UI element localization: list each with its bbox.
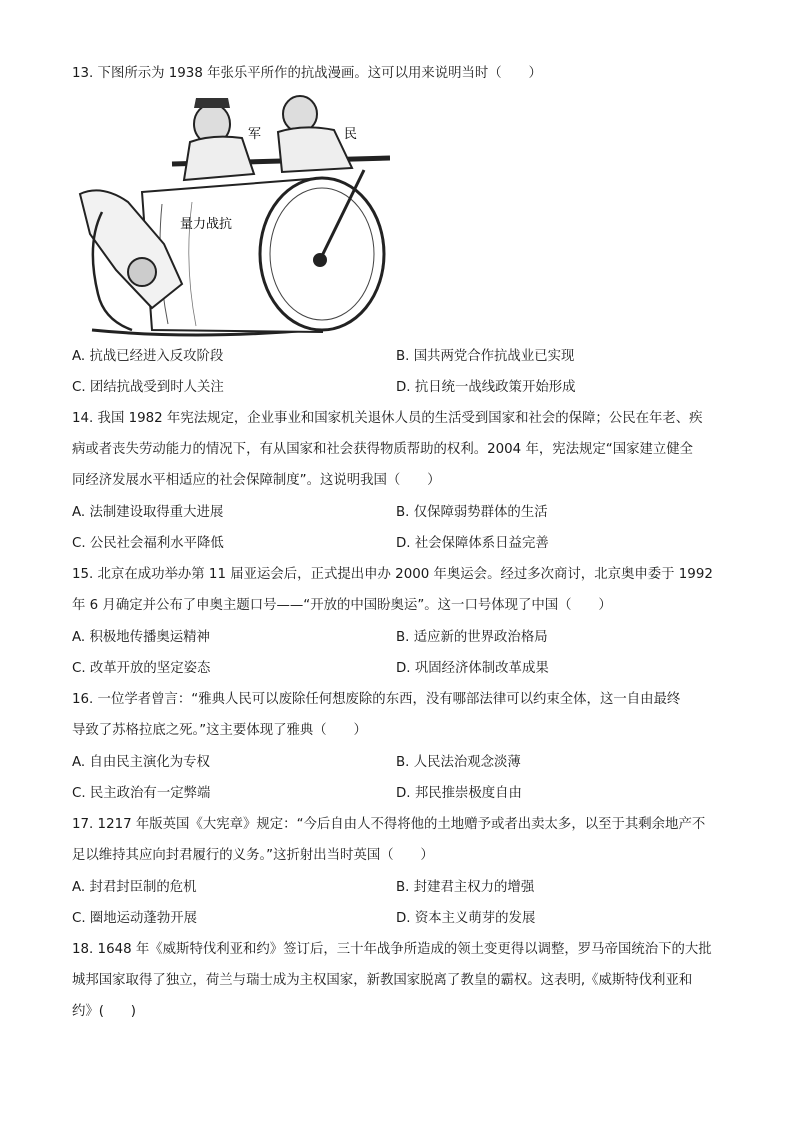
q14-stem-line3: 同经济发展水平相适应的社会保障制度”。这说明我国（ ） xyxy=(72,473,441,488)
q18-stem-line1: 18. 1648 年《威斯特伐利亚和约》签订后，三十年战争所造成的领土变更得以调整，罗马帝国统治下的大批 xyxy=(72,942,712,957)
q14-option-b[interactable]: B. 仅保障弱势群体的生活 xyxy=(396,505,548,520)
q17-option-d[interactable]: D. 资本主义萌芽的发展 xyxy=(396,911,536,926)
q16-option-c[interactable]: C. 民主政治有一定弊端 xyxy=(72,786,211,801)
anti-war-cartoon xyxy=(72,94,390,340)
q15-stem-line2: 年 6 月确定并公布了申奥主题口号——“开放的中国盼奥运”。这一口号体现了中国（ ） xyxy=(72,598,612,613)
q15-stem-line1: 15. 北京在成功举办第 11 届亚运会后，正式提出申办 2000 年奥运会。经过多次商讨，北京奥申委于 1992 xyxy=(72,567,713,582)
q13-option-d[interactable]: D. 抗日统一战线政策开始形成 xyxy=(396,380,576,395)
q16-stem-line1: 16. 一位学者曾言：“雅典人民可以废除任何想废除的东西，没有哪部法律可以约束全体，这一自由最终 xyxy=(72,692,681,707)
q13-option-b[interactable]: B. 国共两党合作抗战业已实现 xyxy=(396,349,575,364)
q14-option-a[interactable]: A. 法制建设取得重大进展 xyxy=(72,505,224,520)
q18-stem-line3: 约》( ) xyxy=(72,1004,137,1019)
q13-option-c[interactable]: C. 团结抗战受到时人关注 xyxy=(72,380,224,395)
q13-option-a[interactable]: A. 抗战已经进入反攻阶段 xyxy=(72,349,224,364)
label-army: 军 xyxy=(248,127,262,142)
q15-option-c[interactable]: C. 改革开放的坚定姿态 xyxy=(72,661,211,676)
q17-option-a[interactable]: A. 封君封臣制的危机 xyxy=(72,880,197,895)
q18-stem-line2: 城邦国家取得了独立，荷兰与瑞士成为主权国家，新教国家脱离了教皇的霸权。这表明,《威斯特伐利亚和 xyxy=(72,973,693,988)
q16-option-d[interactable]: D. 邦民推崇极度自由 xyxy=(396,786,522,801)
q14-stem-line2: 病或者丧失劳动能力的情况下，有从国家和社会获得物质帮助的权利。2004 年，宪法规定“国家建立健全 xyxy=(72,442,694,457)
q17-option-b[interactable]: B. 封建君主权力的增强 xyxy=(396,880,535,895)
q17-stem-line1: 17. 1217 年版英国《大宪章》规定：“今后自由人不得将他的土地赠予或者出卖太多，以至于其剩余地产不 xyxy=(72,817,706,832)
q17-option-c[interactable]: C. 圈地运动蓬勃开展 xyxy=(72,911,197,926)
q16-option-a[interactable]: A. 自由民主演化为专权 xyxy=(72,755,210,770)
q14-option-c[interactable]: C. 公民社会福利水平降低 xyxy=(72,536,224,551)
label-people: 民 xyxy=(344,127,358,142)
q14-stem-line1: 14. 我国 1982 年宪法规定，企业事业和国家机关退休人员的生活受到国家和社会的保障；公民在年老、疾 xyxy=(72,411,703,426)
q15-option-a[interactable]: A. 积极地传播奥运精神 xyxy=(72,630,210,645)
q15-option-b[interactable]: B. 适应新的世界政治格局 xyxy=(396,630,548,645)
q15-option-d[interactable]: D. 巩固经济体制改革成果 xyxy=(396,661,549,676)
q14-option-d[interactable]: D. 社会保障体系日益完善 xyxy=(396,536,549,551)
roller-text: 量力战抗 xyxy=(180,217,233,232)
q17-stem-line2: 足以维持其应向封君履行的义务。”这折射出当时英国（ ） xyxy=(72,848,434,863)
q16-stem-line2: 导致了苏格拉底之死。”这主要体现了雅典（ ） xyxy=(72,723,367,738)
q13-stem: 13. 下图所示为 1938 年张乐平所作的抗战漫画。这可以用来说明当时（ ） xyxy=(72,66,542,81)
q16-option-b[interactable]: B. 人民法治观念淡薄 xyxy=(396,755,521,770)
